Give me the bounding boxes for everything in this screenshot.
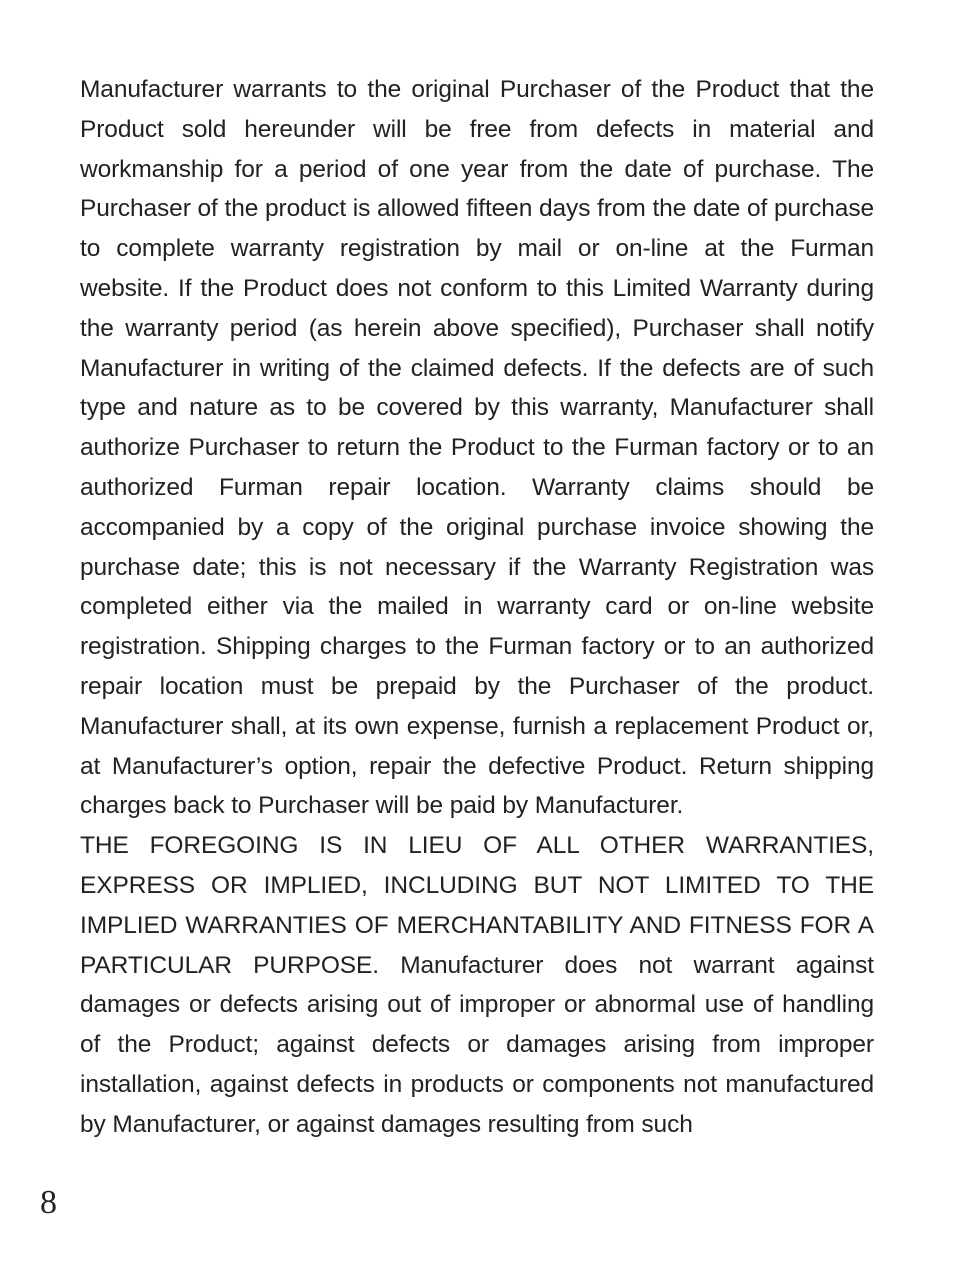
disclaimer-paragraph: THE FOREGOING IS IN LIEU OF ALL OTHER WARRANTIES, EXPRESS OR IMPLIED, INCLUDING BUT NOT LIMITED TO THE IMPLIED WARRANTIES OF MERCHANTABILITY AND FITNESS FOR A PARTICULAR PURPOSE. Manufacturer does not warrant against damages or defects arising out of improper or abnormal use of handling of the Product; against defects or damages arising from improper installation, against defects in products or components not manufactured by Manufacturer, or against damages resulting from such bbox=[80, 832, 874, 1138]
warranty-paragraph: Manufacturer warrants to the original Purchaser of the Product that the Product sold hereunder will be free from defects in material and workmanship for a period of one year from the date of purchase. The Purchaser of the product is allowed fifteen days from the date of purchase to complete warranty registration by mail or on-line at the Furman website. If the Product does not conform to this Limited Warranty during the warranty period (as herein above specified), Purchaser shall notify Manufacturer in writing of the claimed defects. If the defects are of such type and nature as to be covered by this warranty, Manufacturer shall authorize Purchaser to return the Product to the Furman factory or to an authorized Furman repair location. Warranty claims should be accompanied by a copy of the original purchase invoice showing the purchase date; this is not necessary if the Warranty Registration was completed either via the mailed in warranty card or on-line website registration. Shipping charges to the Furman factory or to an authorized repair location must be prepaid by the Purchaser of the product. Manufacturer shall, at its own expense, furnish a replacement Product or, at Manufacturer’s option, repair the defective Product. Return shipping charges back to Purchaser will be paid by Manufacturer. bbox=[80, 76, 874, 820]
page-number: 8 bbox=[40, 1184, 57, 1221]
warranty-text-block bbox=[80, 70, 874, 1145]
